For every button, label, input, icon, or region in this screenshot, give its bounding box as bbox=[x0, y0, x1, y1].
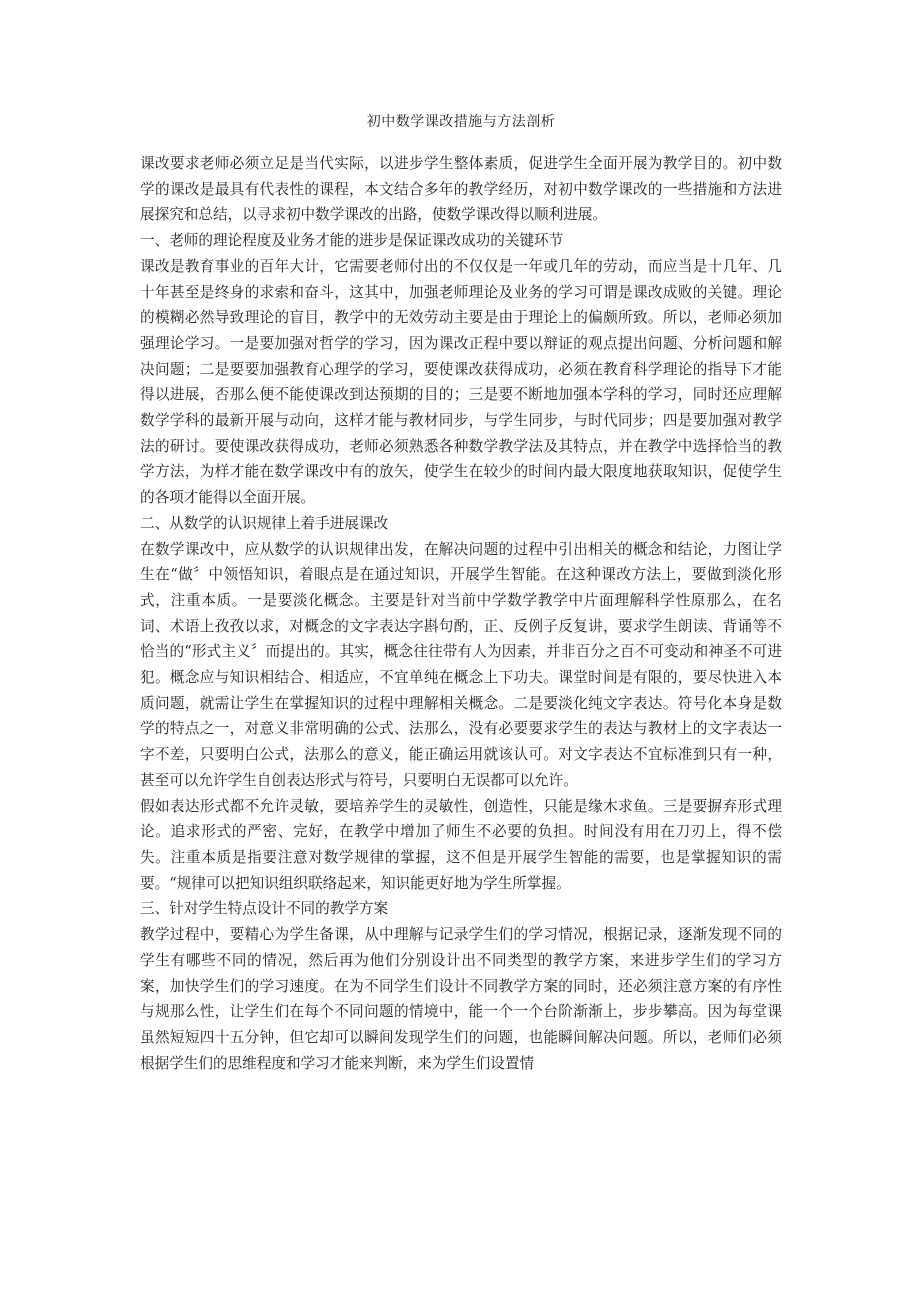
section-2-paragraph-1: 在数学课改中，应从数学的认识规律出发，在解决问题的过程中引出相关的概念和结论，力图让学生在“做〞中领悟知识，着眼点是在通过知识，开展学生智能。在这种课改方法上，要做到淡化形式，注重本质。一是要淡化概念。主要是针对当前中学数学教学中片面理解科学性原那么，在名词、术语上孜孜以求，对概念的文字表达字斟句酌，正、反例子反复讲，要求学生朗读、背诵等不恰当的“形式主义〞而提出的。其实，概念往往带有人为因素，并非百分之百不可变动和神圣不可进犯。概念应与知识相结合、相适应，不宜单纯在概念上下功夫。课堂时间是有限的，要尽快进入本质问题，就需让学生在掌握知识的过程中理解相关概念。二是要淡化纯文字表达。符号化本身是数学的特点之一，对意义非常明确的公式、法那么，没有必要要求学生的表达与教材上的文字表达一字不差，只要明白公式，法那么的意义，能正确运用就该认可。对文字表达不宜标准到只有一种，甚至可以允许学生自创表达形式与符号，只要明白无误都可以允许。 bbox=[140, 540, 782, 789]
document-page bbox=[140, 112, 782, 1076]
section-3-paragraph: 教学过程中，要精心为学生备课，从中理解与记录学生们的学习情况，根据记录，逐渐发现不同的学生有哪些不同的情况，然后再为他们分别设计出不同类型的教学方案，来进步学生们的学习方案，加快学生们的学习速度。在为不同学生们设计不同教学方案的同时，还必须注意方案的有序性与规那么性，让学生们在每个不同问题的情境中，能一个一个台阶渐渐上，步步攀高。因为每堂课虽然短短四十五分钟，但它却可以瞬间发现学生们的问题，也能瞬间解决问题。所以，老师们必须根据学生们的思维程度和学习才能来判断，来为学生们设置情 bbox=[140, 926, 782, 1072]
intro-paragraph: 课改要求老师必须立足是当代实际，以进步学生整体素质，促进学生全面开展为教学目的。初中数学的课改是最具有代表性的课程，本文结合多年的教学经历，对初中数学课改的一些措施和方法进展探究和总结，以寻求初中数学课改的出路，使数学课改得以顺利进展。 bbox=[140, 155, 782, 224]
document-title: 初中数学课改措施与方法剖析 bbox=[366, 114, 556, 130]
section-heading-2: 二、从数学的认识规律上着手进展课改 bbox=[140, 514, 389, 532]
section-heading-1: 一、老师的理论程度及业务才能的进步是保证课改成功的关键环节 bbox=[140, 232, 564, 250]
section-heading-3: 三、针对学生特点设计不同的教学方案 bbox=[140, 900, 389, 918]
section-1-paragraph: 课改是教育事业的百年大计，它需要老师付出的不仅仅是一年或几年的劳动，而应当是十几年、几十年甚至是终身的求索和奋斗，这其中，加强老师理论及业务的学习可谓是课改成败的关键。理论的模糊必然导致理论的盲目，教学中的无效劳动主要是由于理论上的偏颇所致。所以，老师必须加强理论学习。一是要加强对哲学的学习，因为课改正程中要以辩证的观点提出问题、分析问题和解决问题；二是要要加强教育心理学的学习，要使课改获得成功，必须在教育科学理论的指导下才能得以进展，否那么便不能使课改到达预期的目的；三是要不断地加强本学科的学习，同时还应理解数学学科的最新开展与动向，这样才能与教材同步，与学生同步，与时代同步；四是要加强对教学法的研讨。要使课改获得成功，老师必须熟悉各种数学教学法及其特点，并在教学中选择恰当的教学方法，为样才能在数学课改中有的放矢，使学生在较少的时间内最大限度地获取知识，促使学生的各项才能得以全面开展。 bbox=[140, 257, 782, 507]
section-2-paragraph-2: 假如表达形式都不允许灵敏，要培养学生的灵敏性，创造性，只能是缘木求鱼。三是要摒弃形式理论。追求形式的严密、完好，在教学中增加了师生不必要的负担。时间没有用在刀刃上，得不偿失。注重本质是指要注意对数学规律的掌握，这不但是开展学生智能的需要，也是掌握知识的需要。“规律可以把知识组织联络起来，知识能更好地为学生所掌握。 bbox=[140, 797, 782, 892]
document-body bbox=[140, 151, 782, 1076]
